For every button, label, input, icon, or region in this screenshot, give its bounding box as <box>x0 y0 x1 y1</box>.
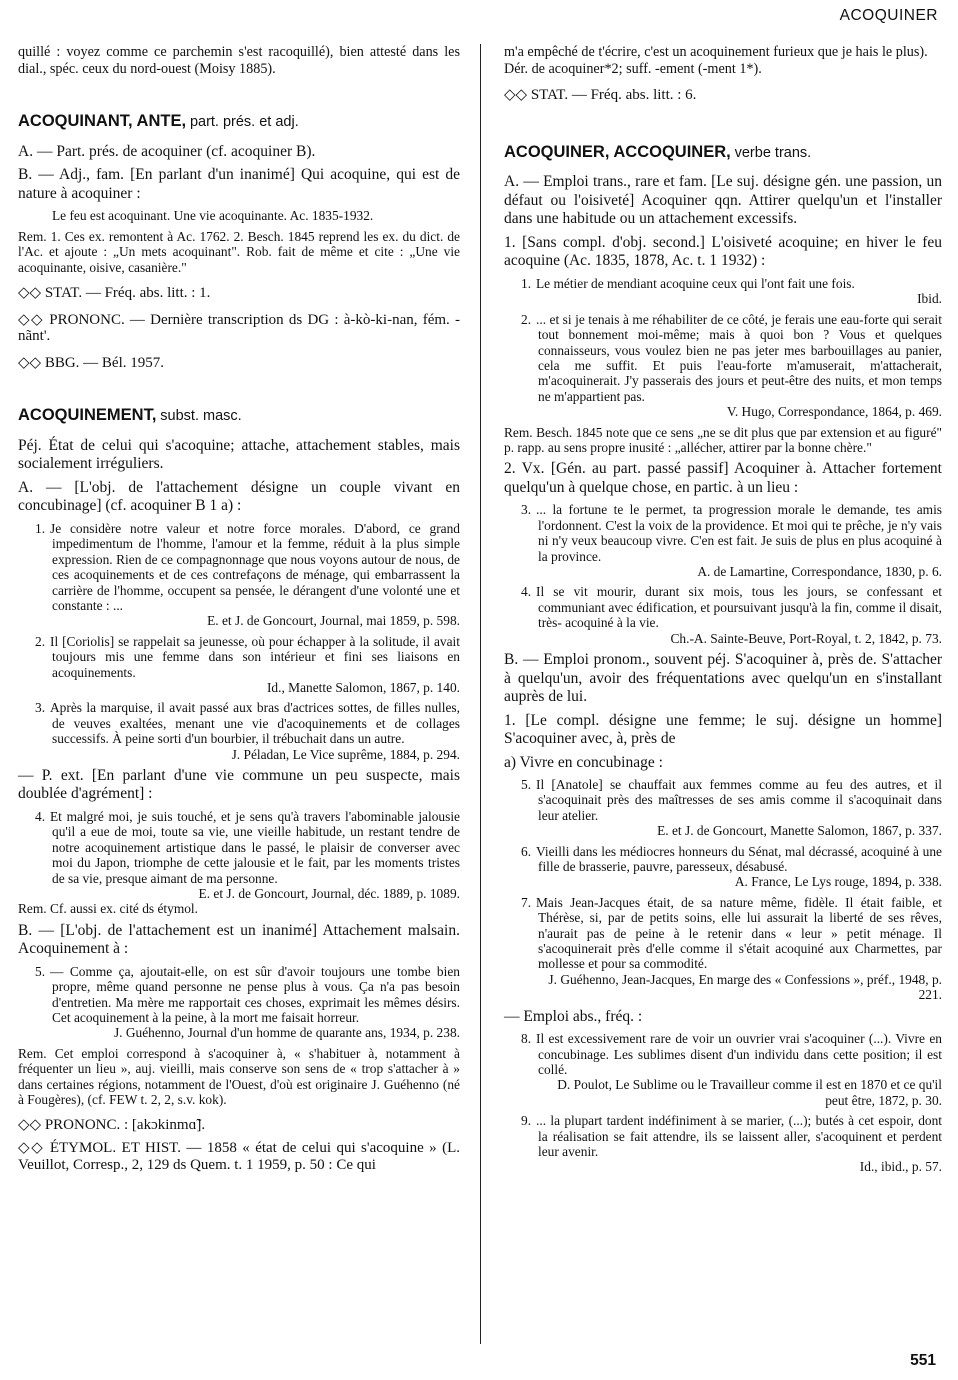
bibliography-line: ◇◇ BBG. — Bél. 1957. <box>18 354 164 371</box>
column-divider <box>480 44 481 1344</box>
right-column <box>504 44 942 1175</box>
definition: Péj. État de celui qui s'acoquine; attache, attachement stables, mais socialement irréguliers. <box>18 436 460 473</box>
entry-heading-acoquinant: ACOQUINANT, ANTE, part. prés. et adj. <box>18 112 299 131</box>
stat-line: ◇◇ STAT. — Fréq. abs. litt. : 1. <box>18 284 211 301</box>
page-number: 551 <box>910 1352 936 1370</box>
remark: Rem. Cf. aussi ex. cité ds étymol. <box>18 901 199 917</box>
subsense-2: 2. Vx. [Gén. au part. passé passif] Acoquiner à. Attacher fortement quelqu'un à quelque chose, en partic. à un lieu : <box>504 460 942 496</box>
citation: 3. Après la marquise, il avait passé aux bras d'actrices sottes, de filles nulles, de veuves exaltées, menant une vie d'acoquinements et de collages successifs. À peine sorti d'un bourbier, il trébuchait dans un autre. J. Péladan, Le Vice suprême, 1884, p. 294. <box>35 700 460 762</box>
subsense-1: 1. [Sans compl. d'obj. second.] L'oisiveté acoquine; en hiver le feu acoquine (Ac. 1835, 1878, Ac. t. 1 1932) : <box>504 233 942 270</box>
citation: 5. Il [Anatole] se chauffait aux femmes comme au feu des autres, et il s'acoquinait près des maîtresses de ses amis comme il s'acoquinait dans leur atelier. E. et J. de Goncourt, Manette Salomon, 1867, p. 337. <box>521 777 942 839</box>
example: Le feu est acoquinant. Une vie acoquinante. Ac. 1835-1932. <box>52 208 374 224</box>
sense-b: B. — [L'obj. de l'attachement est un inanimé] Attachement malsain. Acoquinement à : <box>18 921 460 958</box>
citation: 1. Je considère notre valeur et notre force morales. D'abord, ce grand impedimentum de l'homme, l'amour et la femme, réduit à la plus simple expression. Rien de ce compagnonnage que nous voyons autour de nous, de ces acoquinements et de ces contrefaçons de ménage, qui embarrassent la carrière de l'homme, occupent sa pensée, le dérangent d'une volonté une et constante : ... E. et J. de Goncourt, Journal, mai 1859, p. 598. <box>35 520 460 629</box>
entry-heading-acoquinement: ACOQUINEMENT, subst. masc. <box>18 406 242 425</box>
citation: 2. Il [Coriolis] se rappelait sa jeunesse, où pour échapper à la solitude, il avait toujours mis une femme dans son intérieur et fini ses liaisons en acoquinements. Id., Manette Salomon, 1867, p. 140. <box>35 633 460 695</box>
sense-a: A. — Part. prés. de acoquiner (cf. acoquiner B). <box>18 142 316 160</box>
continuation-text: quillé : voyez comme ce parchemin s'est racoquillé), bien attesté dans les dial., spéc. ceux du nord-ouest (Moisy 1885). <box>18 44 460 77</box>
remark: Rem. Cet emploi correspond à s'acoquiner à, « s'habituer à, notamment à fréquenter un lieu », auj. vieilli, mais conserve son sens de « trop s'attacher à » dans certaines régions, notamment de l'Ouest, d'où est originaire J. Guéhenno (né à Fougères), (cf. FEW t. 2, 2, s.v. kok). <box>18 1045 460 1108</box>
left-column <box>18 44 460 1173</box>
citation: 4. Et malgré moi, je suis touché, et je sens qu'à travers l'abominable jalousie qu'il a eue de moi, toute sa vie, une vieille habitude, un restant tendre de notre acoquinement artistique dans le passé, le plaisir de converser avec moi du Japon, triomphe de cette jalousie et le fait, par les moments tristes de sa vie, presque aimant de ma personne. E. et J. de Goncourt, Journal, déc. 1889, p. 1089. <box>35 808 460 901</box>
citation: 3. ... la fortune te le permet, ta progression morale le demande, tes amis l'ordonnent. C'est la voix de la providence. Et moi qui te prêche, je n'y vais ni n'y veux beaucoup vivre. C'en est fait. Je suis de plus en plus acoquiné à la province. A. de Lamartine, Correspondance, 1830, p. 6. <box>521 502 942 579</box>
citation: 4. Il se vit mourir, durant six mois, tous les jours, se confessant et communiant avec édification, et poursuivant jusqu'à la fin, comme il disait, très- acoquiné à la vie. Ch.-A. Sainte-Beuve, Port-Royal, t. 2, 1842, p. 73. <box>521 584 942 646</box>
sense-a: A. — [L'obj. de l'attachement désigne un couple vivant en concubinage] (cf. acoquiner B 1 a) : <box>18 478 460 515</box>
sense-b: B. — Adj., fam. [En parlant d'un inanimé] Qui acoquine, qui est de nature à acoquiner : <box>18 166 460 202</box>
derivation-line: Dér. de acoquiner*2; suff. -ement (-ment 1*). <box>504 60 762 77</box>
citation: 7. Mais Jean-Jacques était, de sa nature même, fidèle. Il était faible, et Thérèse, si, par de petits soins, elle lui assurait la liberté de ses rêves, n'aurait pas de peine à le retenir dans « leur » petit ménage. Il s'acoquinerait près d'elle comme il s'était acoquiné aux Charmettes, par mollesse et pour sa commodité. J. Guéhenno, Jean-Jacques, En marge des « Confessions », préf., 1948, p. 221. <box>521 894 942 1003</box>
pronunciation-line: ◇◇ PRONONC. : [akɔkinmɑ̃]. <box>18 1117 206 1134</box>
citation: 1. Le métier de mendiant acoquine ceux qui l'ont fait une fois. Ibid. <box>521 275 942 307</box>
citation: 9. ... la plupart tardent indéfiniment à se marier, (...); butés à cet espoir, dont la réalisation se fait attendre, ils se laissent aller, s'acoquinent et perdent leur avenir. Id., ibid., p. 57. <box>521 1113 942 1175</box>
absolute-use: — Emploi abs., fréq. : <box>504 1007 643 1025</box>
citation: 8. Il est excessivement rare de voir un ouvrier vrai s'acoquiner (...). Vivre en concubinage. Les sublimes disent d'un individu dans cette position; il est collé. D. Poulot, Le Sublime ou le Travailleur comme il est en 1870 et ce qu'il peut être, 1872, p. 30. <box>521 1031 942 1108</box>
pronunciation-line: ◇◇ PRONONC. — Dernière transcription ds DG : à-kò-ki-nan, fém. -nãnt'. <box>18 311 460 345</box>
subsense-a: a) Vivre en concubinage : <box>504 753 663 771</box>
sense-b: B. — Emploi pronom., souvent péj. S'acoquiner à, près de. S'attacher à quelqu'un, avoir des fréquentations avec quelqu'un en s'installant auprès de lui. <box>504 651 942 705</box>
running-head: ACOQUINER <box>839 7 938 24</box>
remark: Rem. Besch. 1845 note que ce sens „ne se dit plus que par extension et au figuré" p. rapp. au sens propre inusité : „allécher, attirer par la bonne chère." <box>504 424 942 455</box>
entry-heading-acoquiner: ACOQUINER, ACCOQUINER, verbe trans. <box>504 142 812 161</box>
stat-line: ◇◇ STAT. — Fréq. abs. litt. : 6. <box>504 87 697 104</box>
etymology-line: ◇◇ ÉTYMOL. ET HIST. — 1858 « état de celui qui s'acoquine » (L. Veuillot, Corresp., 2, 129 ds Quem. t. 1 1959, p. 50 : Ce qui <box>18 1140 460 1173</box>
citation: 5. — Comme ça, ajoutait-elle, on est sûr d'avoir toujours une tombe bien propre, même quand personne ne pense plus à vous. Ça n'a pas besoin d'entretien. Ma mère me rapportait ces choses, exprimait les mêmes désirs. Cet acoquinement à la peine, à la mort me faisait horreur. J. Guéhenno, Journal d'un homme de quarante ans, 1934, p. 238. <box>35 963 460 1041</box>
subsense-1: 1. [Le compl. désigne une femme; le suj. désigne un homme] S'acoquiner avec, à, près de <box>504 711 942 747</box>
continuation-text: m'a empêché de t'écrire, c'est un acoquinement furieux que je hais le plus). <box>504 44 928 60</box>
sense-a: A. — Emploi trans., rare et fam. [Le suj. désigne gén. une passion, un défaut ou l'oisiveté] Acoquiner qqn. Attirer quelqu'un et l'installer dans une habitude ou un attachement excessifs. <box>504 173 942 228</box>
citation: 2. ... et si je tenais à me réhabiliter de ce côté, je ferais une eau-forte qui serait tout bonnement moi-même; mais à quoi bon ? Vous et quelques connaisseurs, vous voulez bien ne pas jeter mes barbouillages au panier, cela me suffit. Et puis l'eau-forte m'amuserait, m'attacherait, m'acoquinerait. J'y passerais des jours et peut-être des nuits, et mon temps ne m'appartient pas. V. Hugo, Correspondance, 1864, p. 469. <box>521 311 942 420</box>
citation: 6. Vieilli dans les médiocres honneurs du Sénat, mal décrassé, acoquiné à une fille de brasserie, pauvre, paresseux, désabusé. A. France, Le Lys rouge, 1894, p. 338. <box>521 843 942 890</box>
extended-sense: — P. ext. [En parlant d'une vie commune un peu suspecte, mais doublée d'agrément] : <box>18 766 460 803</box>
remark: Rem. 1. Ces ex. remontent à Ac. 1762. 2. Besch. 1845 reprend les ex. du dict. de l'Ac. et ajoute : „Un mets acoquinant". Rob. fait de même et cite : „Une vie acoquinante, oisive, casanière." <box>18 228 460 275</box>
